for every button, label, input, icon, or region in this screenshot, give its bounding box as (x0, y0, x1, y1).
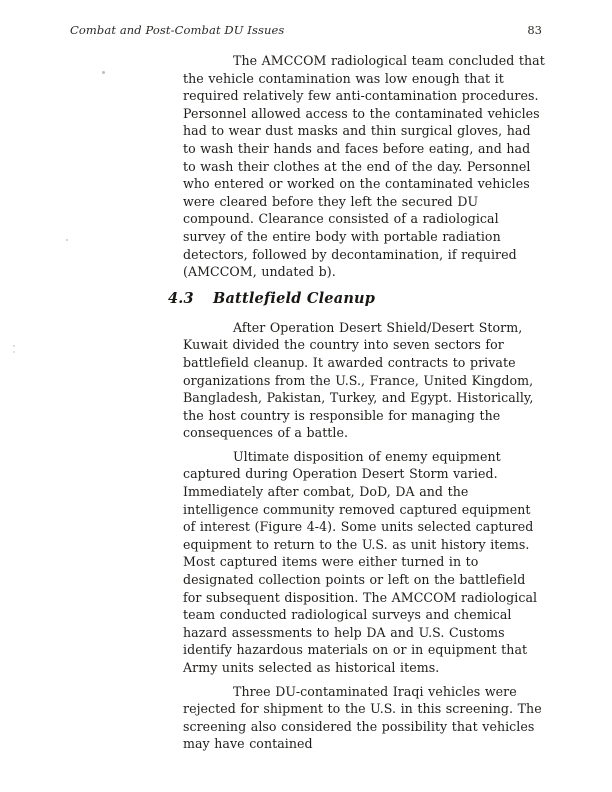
text-column (168, 52, 545, 759)
scan-speck (66, 239, 68, 241)
paragraph-kuwait-sectors: After Operation Desert Shield/Desert Storm, Kuwait divided the country into seven sectors for battlefield cleanup. It awarded contracts to private organizations from the U.S., France, United Kingdom, Bangladesh, Pakistan, Turkey, and Egypt. Historically, the host country is responsible for managing the consequences of a battle. (183, 319, 534, 441)
scan-speck (13, 345, 15, 347)
paragraph-rejected-vehicles: Three DU-contaminated Iraqi vehicles were rejected for shipment to the U.S. in this screening. The screening also considered the possibility that vehicles may have contained (183, 683, 542, 752)
running-head-title: Combat and Post-Combat DU Issues (70, 23, 285, 37)
paragraph-equipment-disposition: Ultimate disposition of enemy equipment captured during Operation Desert Storm varied. Immediately after combat, DoD, DA and the intelligence community removed captured equipment of interest (Figure 4-4). Some units selected captured equipment to return to the U.S. as unit history items. Most captured items were either turned in to designated collection points or left on the battlefield for subsequent disposition. The AMCCOM radiological team conducted radiological surveys and chemical hazard assessments to help DA and U.S. Customs identify hazardous materials on or in equipment that Army units selected as historical items. (183, 448, 538, 675)
scan-speck (102, 71, 105, 74)
scan-speck (13, 351, 15, 353)
section-title: Battlefield Cleanup (213, 289, 376, 307)
paragraph-amccom-conclusion: The AMCCOM radiological team concluded that the vehicle contamination was low enough that it required relatively few anti-contamination procedures. Personnel allowed access to the contaminated vehicles had to wear dust masks and thin surgical gloves, had to wash their hands and faces before eating, and had to wash their clothes at the end of the day. Personnel who entered or worked on the contaminated vehicles were cleared before they left the secured DU compound. Clearance consisted of a radiological survey of the entire body with portable radiation detectors, followed by decontamination, if required (AMCCOM, undated b). (183, 53, 545, 280)
page-number: 83 (527, 23, 542, 37)
running-header (70, 20, 542, 37)
section-number: 4.3 (168, 289, 194, 307)
section-heading (168, 290, 545, 307)
